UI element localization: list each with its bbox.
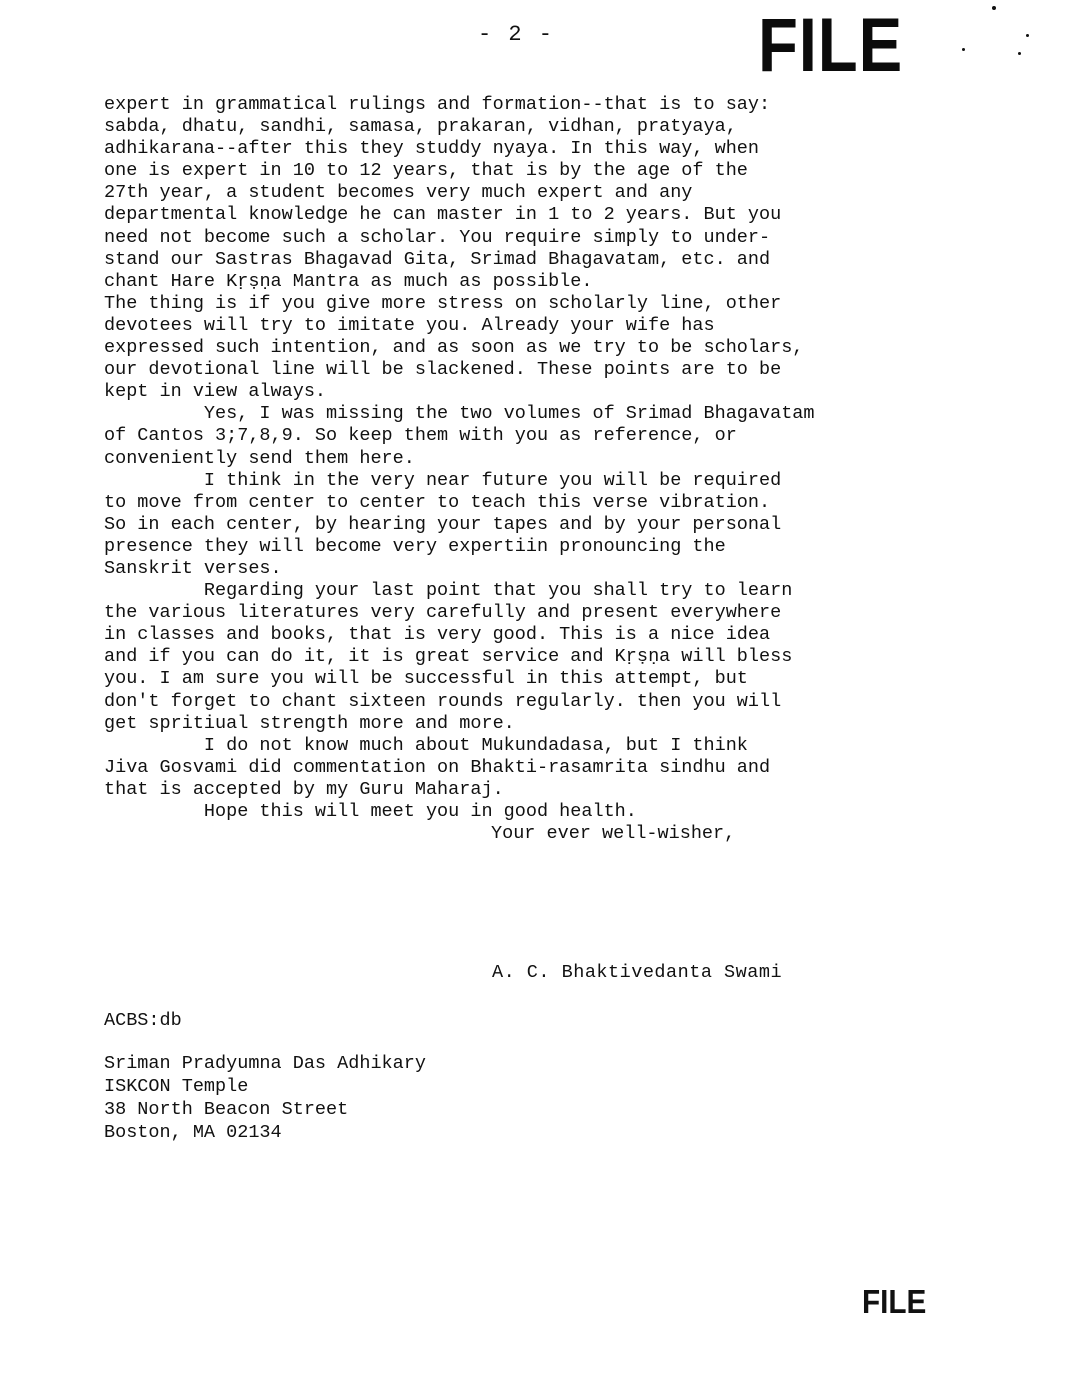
page-number: - 2 -: [478, 22, 555, 47]
signature: A. C. Bhaktivedanta Swami: [492, 962, 783, 983]
body-line: one is expert in 10 to 12 years, that is by the age of the: [104, 160, 748, 182]
body-line: chant Hare Kṛṣṇa Mantra as much as possible.: [104, 270, 593, 292]
body-line: you. I am sure you will be successful in this attempt, but: [104, 668, 748, 690]
body-line: that is accepted by my Guru Maharaj.: [104, 778, 504, 800]
body-line: need not become such a scholar. You require simply to under-: [104, 226, 771, 248]
body-line: departmental knowledge he can master in 1 to 2 years. But you: [104, 204, 782, 226]
address-line: Sriman Pradyumna Das Adhikary: [104, 1053, 426, 1074]
ink-speck: [962, 48, 965, 51]
letter-body: [104, 94, 964, 845]
body-line: conveniently send them here.: [104, 447, 415, 469]
reference-initials: ACBS:db: [104, 1010, 182, 1031]
ink-speck: [1026, 34, 1029, 37]
body-line: I think in the very near future you will be required: [104, 469, 782, 491]
body-line: in classes and books, that is very good. This is a nice idea: [104, 624, 771, 646]
body-line: don't forget to chant sixteen rounds regularly. then you will: [104, 690, 782, 712]
body-line: expressed such intention, and as soon as we try to be scholars,: [104, 337, 804, 359]
body-line: So in each center, by hearing your tapes and by your personal: [104, 513, 782, 535]
file-stamp-top: FILE: [758, 3, 904, 88]
body-line: Yes, I was missing the two volumes of Srimad Bhagavatam: [104, 403, 815, 425]
body-line: I do not know much about Mukundadasa, but I think: [104, 734, 748, 756]
body-line: The thing is if you give more stress on scholarly line, other: [104, 292, 782, 314]
body-line: presence they will become very expertiin pronouncing the: [104, 535, 726, 557]
body-line: the various literatures very carefully and present everywhere: [104, 602, 782, 624]
body-line: stand our Sastras Bhagavad Gita, Srimad Bhagavatam, etc. and: [104, 248, 771, 270]
body-line: 27th year, a student becomes very much expert and any: [104, 182, 693, 204]
body-line: and if you can do it, it is great service and Kṛṣṇa will bless: [104, 646, 793, 668]
address-line: ISKCON Temple: [104, 1076, 249, 1097]
address-line: 38 North Beacon Street: [104, 1099, 349, 1120]
body-line: devotees will try to imitate you. Already your wife has: [104, 314, 715, 336]
recipient-address: [104, 1052, 426, 1144]
body-line: to move from center to center to teach this verse vibration.: [104, 491, 771, 513]
address-line: Boston, MA 02134: [104, 1122, 282, 1143]
body-line: Sanskrit verses.: [104, 557, 282, 579]
body-line: sabda, dhatu, sandhi, samasa, prakaran, vidhan, pratyaya,: [104, 116, 737, 138]
body-line: Jiva Gosvami did commentation on Bhakti-rasamrita sindhu and: [104, 756, 771, 778]
ink-speck: [1018, 52, 1021, 55]
body-line: Hope this will meet you in good health.: [104, 801, 637, 822]
body-line: Regarding your last point that you shall try to learn: [104, 580, 793, 602]
closing: Your ever well-wisher,: [491, 823, 736, 845]
body-line: adhikarana--after this they studdy nyaya. In this way, when: [104, 138, 760, 160]
body-line: expert in grammatical rulings and formation--that is to say:: [104, 94, 771, 115]
body-line: of Cantos 3;7,8,9. So keep them with you as reference, or: [104, 425, 737, 447]
body-line: get spritiual strength more and more.: [104, 712, 515, 734]
file-stamp-bottom: FILE: [862, 1283, 927, 1320]
ink-speck: [992, 6, 996, 10]
body-line: our devotional line will be slackened. These points are to be: [104, 359, 782, 381]
body-line: kept in view always.: [104, 381, 327, 403]
